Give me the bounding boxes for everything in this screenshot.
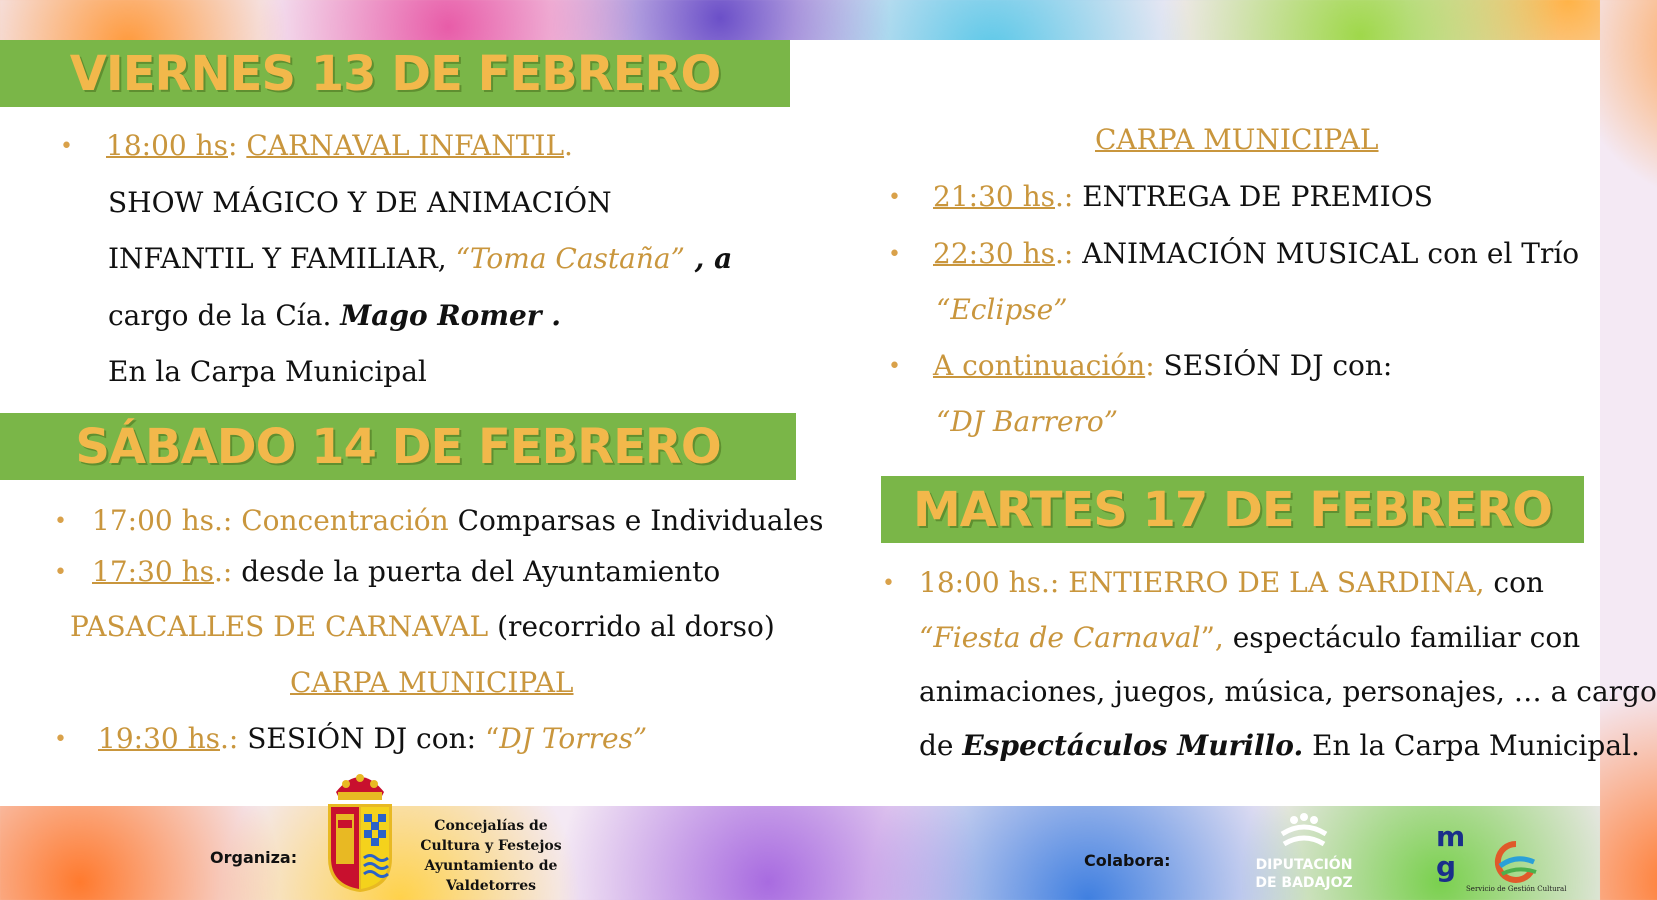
right-item-3-label: A continuación bbox=[933, 349, 1146, 382]
right-carpa-heading: CARPA MUNICIPAL bbox=[1095, 123, 1379, 156]
tuesday-title: MARTES 17 DE FEBRERO bbox=[912, 481, 1553, 538]
friday-heading-band bbox=[0, 40, 790, 107]
separator: .: bbox=[1055, 180, 1083, 213]
org-line: Ayuntamiento de bbox=[424, 858, 558, 874]
friday-line-4 bbox=[108, 299, 562, 332]
bullet: • bbox=[888, 242, 901, 267]
tuesday-item-1 bbox=[919, 566, 1544, 599]
tuesday-line-2-text: espectáculo familiar con bbox=[1223, 621, 1581, 654]
diputacion-logo bbox=[1254, 812, 1354, 896]
company-name: Espectáculos Murillo. bbox=[962, 729, 1304, 762]
right-item-1 bbox=[933, 180, 1433, 213]
friday-show-name: “Toma Castaña” bbox=[455, 242, 685, 275]
right-item-3 bbox=[933, 349, 1393, 382]
dj-torres-name: DJ Torres” bbox=[499, 722, 648, 755]
organiza-label: Organiza: bbox=[210, 848, 298, 867]
saturday-item-1-text: Comparsas e Individuales bbox=[448, 504, 824, 537]
bullet: • bbox=[54, 509, 67, 534]
gestion-cultural-logo-icon bbox=[1486, 840, 1546, 884]
friday-line-3 bbox=[108, 242, 733, 275]
org-line: Concejalías de bbox=[434, 818, 548, 834]
friday-line-3-end: , a bbox=[684, 242, 733, 275]
saturday-item-2-text: desde la puerta del Ayuntamiento bbox=[241, 555, 721, 588]
coat-of-arms-icon bbox=[322, 762, 398, 894]
friday-line-2: SHOW MÁGICO Y DE ANIMACIÓN bbox=[108, 186, 612, 219]
friday-item-1-event: CARNAVAL INFANTIL bbox=[246, 129, 565, 162]
diputacion-logo-icon bbox=[1274, 812, 1334, 852]
separator: .: bbox=[220, 722, 248, 755]
bullet: • bbox=[54, 560, 67, 585]
saturday-line-3 bbox=[70, 610, 775, 643]
saturday-carpa-heading: CARPA MUNICIPAL bbox=[290, 666, 574, 699]
colabora-label: Colabora: bbox=[1084, 851, 1171, 870]
org-line: Valdetorres bbox=[445, 878, 536, 894]
dj-barrero-name: DJ Barrero” bbox=[950, 405, 1119, 438]
saturday-title: SÁBADO 14 DE FEBRERO bbox=[75, 418, 721, 475]
saturday-heading-band bbox=[0, 413, 796, 480]
tuesday-line-3: animaciones, juegos, música, personajes, … a cargo bbox=[919, 675, 1657, 708]
saturday-item-2-time: 17:30 hs bbox=[92, 555, 214, 588]
friday-line-4-text: cargo de la Cía. bbox=[108, 299, 341, 332]
right-item-3-text: SESIÓN DJ con: bbox=[1163, 349, 1393, 382]
saturday-item-3 bbox=[98, 722, 648, 755]
saturday-item-3-text: SESIÓN DJ con: bbox=[247, 722, 485, 755]
tuesday-item-1-text: con bbox=[1484, 566, 1544, 599]
quote: “ bbox=[936, 405, 951, 438]
quote: “ bbox=[484, 722, 500, 755]
friday-title: VIERNES 13 DE FEBRERO bbox=[69, 45, 721, 102]
tuesday-line-4 bbox=[919, 729, 1640, 762]
right-item-3-name bbox=[936, 405, 1119, 438]
punctuation: . bbox=[564, 129, 573, 162]
saturday-item-3-time: 19:30 hs bbox=[98, 722, 220, 755]
friday-line-5: En la Carpa Municipal bbox=[108, 355, 427, 388]
friday-performer-name: Mago Romer . bbox=[340, 299, 562, 332]
tuesday-line-2 bbox=[919, 621, 1581, 654]
fiesta-name: “Fiesta de Carnaval bbox=[919, 621, 1201, 654]
right-item-1-text: ENTREGA DE PREMIOS bbox=[1082, 180, 1433, 213]
tuesday-item-1-event: 18:00 hs.: ENTIERRO DE LA SARDINA, bbox=[919, 566, 1485, 599]
right-item-2 bbox=[933, 237, 1580, 270]
saturday-item-2 bbox=[92, 555, 721, 588]
friday-item-1-time: 18:00 hs bbox=[106, 129, 228, 162]
organizer-text bbox=[416, 816, 566, 896]
friday-line-3-text: INFANTIL Y FAMILIAR, bbox=[108, 242, 456, 275]
separator: .: bbox=[1055, 237, 1083, 270]
separator: : bbox=[1145, 349, 1164, 382]
separator: .: bbox=[214, 555, 242, 588]
friday-item-1 bbox=[106, 129, 573, 162]
mg-logo-icon: mg bbox=[1436, 820, 1466, 883]
org-line: Cultura y Festejos bbox=[420, 838, 562, 854]
right-item-2-time: 22:30 hs bbox=[933, 237, 1055, 270]
diputacion-line-2: DE BADAJOZ bbox=[1255, 875, 1353, 891]
separator: : bbox=[228, 129, 247, 162]
tuesday-line-4-end: En la Carpa Municipal. bbox=[1303, 729, 1640, 762]
bullet: • bbox=[882, 571, 895, 596]
right-item-1-time: 21:30 hs bbox=[933, 180, 1055, 213]
bullet: • bbox=[888, 354, 901, 379]
quote: ”, bbox=[1200, 621, 1224, 654]
tuesday-heading-band bbox=[881, 476, 1584, 543]
bullet: • bbox=[888, 185, 901, 210]
diputacion-line-1: DIPUTACIÓN bbox=[1255, 857, 1353, 873]
route-note: (recorrido al dorso) bbox=[488, 610, 775, 643]
right-item-2-text: ANIMACIÓN MUSICAL con el Trío bbox=[1082, 237, 1580, 270]
pasacalles-label: PASACALLES DE CARNAVAL bbox=[70, 610, 489, 643]
bullet: • bbox=[54, 727, 67, 752]
mg-caption: Servicio de Gestión Cultural bbox=[1466, 885, 1567, 893]
saturday-item-1-time: 17:00 hs.: Concentración bbox=[92, 504, 449, 537]
tuesday-line-4-text: de bbox=[919, 729, 963, 762]
right-item-2-name: “Eclipse” bbox=[936, 293, 1068, 326]
bullet: • bbox=[60, 134, 73, 159]
saturday-item-1 bbox=[92, 504, 824, 537]
